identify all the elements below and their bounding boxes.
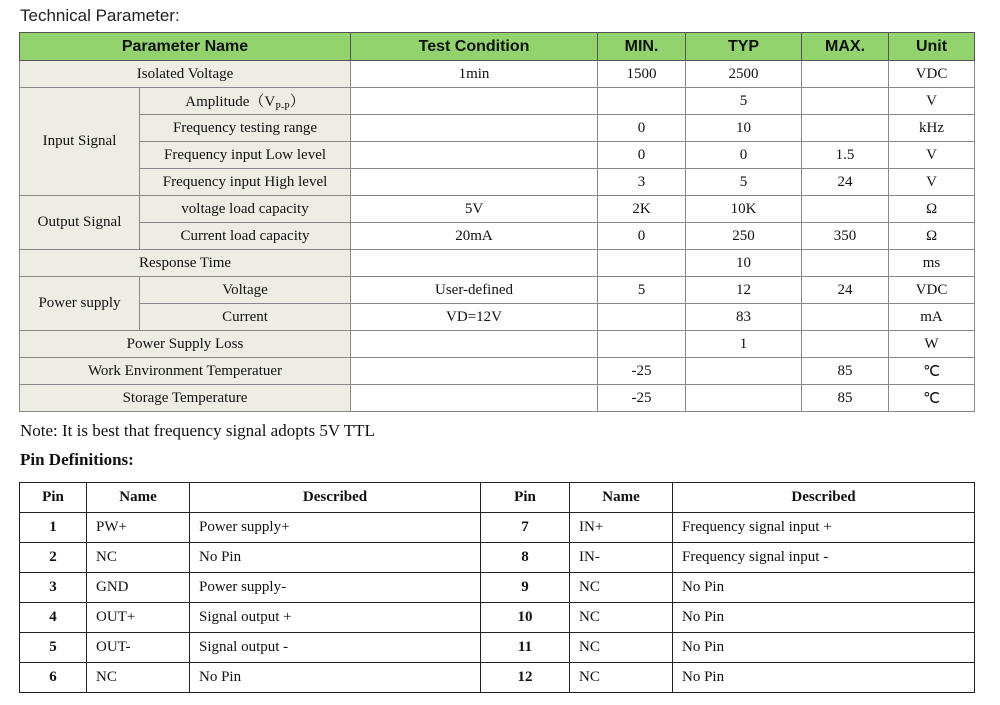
- unit-value: V: [889, 88, 975, 115]
- pin-row: [20, 633, 975, 663]
- header-described: Described: [673, 483, 975, 513]
- param-name: [140, 88, 351, 115]
- min-value: 3: [598, 169, 686, 196]
- pin-number: 5: [20, 633, 87, 663]
- typ-value: [686, 385, 802, 412]
- test-condition: User-defined: [351, 277, 598, 304]
- unit-value: V: [889, 169, 975, 196]
- table-row: [20, 115, 975, 142]
- pin-row: [20, 513, 975, 543]
- pin-name: IN+: [570, 513, 673, 543]
- param-name: voltage load capacity: [140, 196, 351, 223]
- pin-number: 3: [20, 573, 87, 603]
- pin-number: 7: [481, 513, 570, 543]
- table-row: [20, 88, 975, 115]
- min-value: 2K: [598, 196, 686, 223]
- param-name: Isolated Voltage: [20, 61, 351, 88]
- max-value: [802, 331, 889, 358]
- param-name: Voltage: [140, 277, 351, 304]
- test-condition: 1min: [351, 61, 598, 88]
- pin-definitions-heading: Pin Definitions:: [20, 450, 134, 469]
- param-name: Storage Temperature: [20, 385, 351, 412]
- pin-number: 11: [481, 633, 570, 663]
- unit-value: V: [889, 142, 975, 169]
- group-label-power-supply: Power supply: [20, 277, 140, 331]
- pin-name: NC: [570, 573, 673, 603]
- unit-value: kHz: [889, 115, 975, 142]
- pin-row: [20, 603, 975, 633]
- min-value: [598, 250, 686, 277]
- param-name: Current load capacity: [140, 223, 351, 250]
- typ-value: 0: [686, 142, 802, 169]
- param-name: Power Supply Loss: [20, 331, 351, 358]
- table-row: [20, 304, 975, 331]
- min-value: 0: [598, 142, 686, 169]
- min-value: -25: [598, 358, 686, 385]
- max-value: 85: [802, 385, 889, 412]
- header-name: Name: [570, 483, 673, 513]
- header-test-condition: Test Condition: [351, 33, 598, 61]
- pin-description: No Pin: [190, 663, 481, 693]
- typ-value: 1: [686, 331, 802, 358]
- unit-value: ms: [889, 250, 975, 277]
- amplitude-subscript: P-P: [275, 101, 290, 113]
- pin-number: 6: [20, 663, 87, 693]
- group-label-output-signal: Output Signal: [20, 196, 140, 250]
- param-name: Response Time: [20, 250, 351, 277]
- min-value: 5: [598, 277, 686, 304]
- max-value: 24: [802, 277, 889, 304]
- max-value: 1.5: [802, 142, 889, 169]
- unit-value: VDC: [889, 61, 975, 88]
- header-unit: Unit: [889, 33, 975, 61]
- max-value: [802, 250, 889, 277]
- min-value: [598, 304, 686, 331]
- param-name: Frequency testing range: [140, 115, 351, 142]
- pin-row: [20, 573, 975, 603]
- max-value: 24: [802, 169, 889, 196]
- max-value: [802, 61, 889, 88]
- amplitude-label: Amplitude（V: [185, 93, 276, 110]
- pin-number: 1: [20, 513, 87, 543]
- technical-parameter-heading: Technical Parameter:: [20, 6, 180, 25]
- table-row: [20, 142, 975, 169]
- header-pin: Pin: [20, 483, 87, 513]
- test-condition: [351, 385, 598, 412]
- table-row: [20, 385, 975, 412]
- unit-value: Ω: [889, 223, 975, 250]
- table-row: [20, 250, 975, 277]
- test-condition: 5V: [351, 196, 598, 223]
- param-name: Frequency input Low level: [140, 142, 351, 169]
- test-condition: 20mA: [351, 223, 598, 250]
- min-value: 0: [598, 223, 686, 250]
- typ-value: 83: [686, 304, 802, 331]
- table-row: [20, 61, 975, 88]
- technical-parameter-table: [19, 32, 975, 412]
- amplitude-label-end: ）: [289, 93, 305, 110]
- pin-name: NC: [570, 633, 673, 663]
- pin-number: 4: [20, 603, 87, 633]
- pin-number: 2: [20, 543, 87, 573]
- pin-name: NC: [87, 543, 190, 573]
- header-min: MIN.: [598, 33, 686, 61]
- typ-value: 10: [686, 250, 802, 277]
- pin-row: [20, 663, 975, 693]
- pin-description: Signal output +: [190, 603, 481, 633]
- unit-value: ℃: [889, 385, 975, 412]
- pin-description: Power supply+: [190, 513, 481, 543]
- pin-name: PW+: [87, 513, 190, 543]
- param-name: Current: [140, 304, 351, 331]
- pin-name: GND: [87, 573, 190, 603]
- typ-value: 2500: [686, 61, 802, 88]
- test-condition: [351, 331, 598, 358]
- min-value: 0: [598, 115, 686, 142]
- pin-name: NC: [87, 663, 190, 693]
- max-value: 85: [802, 358, 889, 385]
- header-pin: Pin: [481, 483, 570, 513]
- pin-row: [20, 543, 975, 573]
- pin-description: No Pin: [190, 543, 481, 573]
- table-header-row: [20, 33, 975, 61]
- header-max: MAX.: [802, 33, 889, 61]
- typ-value: 10K: [686, 196, 802, 223]
- min-value: -25: [598, 385, 686, 412]
- pin-description: Frequency signal input -: [673, 543, 975, 573]
- pin-number: 12: [481, 663, 570, 693]
- min-value: [598, 88, 686, 115]
- typ-value: 5: [686, 88, 802, 115]
- pin-definitions-table: [19, 482, 975, 693]
- max-value: [802, 304, 889, 331]
- typ-value: 10: [686, 115, 802, 142]
- pin-description: Frequency signal input +: [673, 513, 975, 543]
- param-name: Frequency input High level: [140, 169, 351, 196]
- unit-value: VDC: [889, 277, 975, 304]
- test-condition: VD=12V: [351, 304, 598, 331]
- typ-value: [686, 358, 802, 385]
- table-row: [20, 358, 975, 385]
- pin-description: No Pin: [673, 603, 975, 633]
- unit-value: W: [889, 331, 975, 358]
- pin-description: No Pin: [673, 573, 975, 603]
- pin-name: IN-: [570, 543, 673, 573]
- min-value: [598, 331, 686, 358]
- typ-value: 250: [686, 223, 802, 250]
- test-condition: [351, 142, 598, 169]
- frequency-note: Note: It is best that frequency signal adopts 5V TTL: [20, 421, 375, 440]
- max-value: 350: [802, 223, 889, 250]
- header-described: Described: [190, 483, 481, 513]
- pin-number: 9: [481, 573, 570, 603]
- header-typ: TYP: [686, 33, 802, 61]
- header-name: Name: [87, 483, 190, 513]
- typ-value: 5: [686, 169, 802, 196]
- typ-value: 12: [686, 277, 802, 304]
- max-value: [802, 88, 889, 115]
- max-value: [802, 115, 889, 142]
- max-value: [802, 196, 889, 223]
- header-parameter-name: Parameter Name: [20, 33, 351, 61]
- test-condition: [351, 115, 598, 142]
- pin-description: No Pin: [673, 663, 975, 693]
- pin-description: Signal output -: [190, 633, 481, 663]
- table-row: [20, 223, 975, 250]
- pin-description: Power supply-: [190, 573, 481, 603]
- pin-number: 10: [481, 603, 570, 633]
- unit-value: Ω: [889, 196, 975, 223]
- table-row: [20, 331, 975, 358]
- test-condition: [351, 88, 598, 115]
- pin-name: OUT+: [87, 603, 190, 633]
- unit-value: mA: [889, 304, 975, 331]
- group-label-input-signal: Input Signal: [20, 88, 140, 196]
- param-name: Work Environment Temperatuer: [20, 358, 351, 385]
- pin-name: OUT-: [87, 633, 190, 663]
- test-condition: [351, 358, 598, 385]
- test-condition: [351, 169, 598, 196]
- min-value: 1500: [598, 61, 686, 88]
- pin-name: NC: [570, 663, 673, 693]
- table-row: [20, 277, 975, 304]
- table-row: [20, 196, 975, 223]
- pin-number: 8: [481, 543, 570, 573]
- unit-value: ℃: [889, 358, 975, 385]
- pin-header-row: [20, 483, 975, 513]
- test-condition: [351, 250, 598, 277]
- table-row: [20, 169, 975, 196]
- pin-description: No Pin: [673, 633, 975, 663]
- pin-name: NC: [570, 603, 673, 633]
